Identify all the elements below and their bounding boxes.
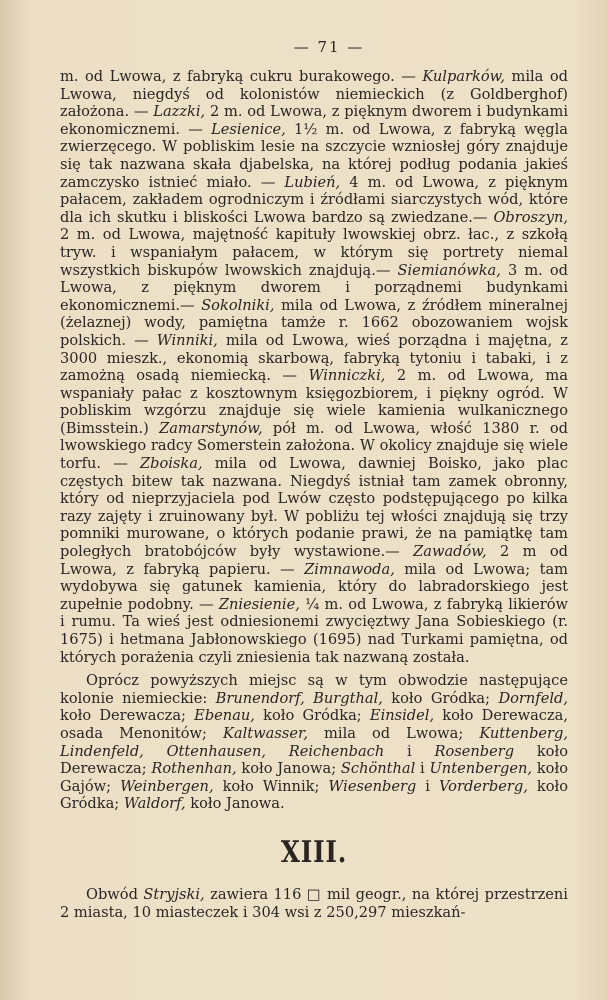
place-name: Weinbergen, bbox=[120, 777, 214, 795]
text-run: zawiera 116 □ mil geogr., na której przestrzeni 2 miasta, 10 miasteczek i 304 wsi z 250,297 mieszkań- bbox=[60, 885, 568, 921]
text-run: 3 m. od Lwowa, z pięknym dworem i porządnemi budynkami ekonomicznemi.— bbox=[60, 261, 568, 314]
place-name: Waldorf, bbox=[123, 795, 186, 813]
text-run: koło Gródka; bbox=[254, 707, 370, 725]
place-name: Zboiska, bbox=[140, 455, 203, 473]
text-run: Oprócz powyższych miejsc są w tym obwodzie następujące kolonie niemieckie: bbox=[60, 672, 568, 707]
text-run: koło Winnik; bbox=[213, 777, 329, 795]
text-run: ¼ m. od Lwowa, z fabryką likierów i rumu. Ta wieś jest odniesionemi zwycięztwy Jana Sobieskiego (r. 1675) i hetmana Jabłonowskiego (1695) nad Turkami pamiętna, od których porażenia czyli zniesienia tak nazwaną została. bbox=[60, 595, 568, 666]
place-name: Siemianówka, bbox=[397, 261, 501, 279]
text-run: 2 m od Lwowa, z fabryką papieru. — bbox=[60, 543, 568, 578]
place-name: Untenbergen, bbox=[429, 760, 533, 778]
text-run: koło Derewacza; bbox=[60, 707, 195, 725]
place-name: Lubień, bbox=[284, 173, 341, 191]
place-name: Einsidel, bbox=[369, 707, 435, 725]
place-name: Sokolniki, bbox=[201, 296, 275, 314]
text-run: mila od Lwowa; tam wydobywa się gatunek kamienia, który do labradorskiego jest zupełnie podobny. — bbox=[60, 560, 568, 613]
text-run: mila od Lwowa, z źródłem mineralnej (żelaznej) wody, pamiętna tamże r. 1662 obozowaniem wojsk polskich. — bbox=[60, 296, 568, 349]
place-name: Dornfeld, bbox=[498, 689, 568, 707]
paragraph-lwow-villages bbox=[60, 68, 568, 666]
text-run: Obwód bbox=[86, 885, 144, 903]
place-name: Lesienice, bbox=[211, 120, 286, 138]
place-name: Vorderberg, bbox=[438, 777, 528, 795]
place-name: Zniesienie, bbox=[218, 595, 300, 613]
place-name: Kaltwasser, bbox=[223, 724, 308, 742]
place-name: Brunendorf, Burgthal, bbox=[215, 689, 383, 707]
text-run: koło Derewacza, osada Menonitów; bbox=[60, 707, 568, 742]
text-run: i bbox=[384, 742, 435, 760]
place-name: Winniczki, bbox=[308, 367, 386, 385]
text-run: mila od Lwowa, wieś porządna i majętna, z 3000 mieszk., ekonomią skarbową, fabryką tytoniu i tabaki, i z zamożną osadą niemiecką. — bbox=[60, 331, 569, 385]
text-run: 2 m. od Lwowa, ma wspaniały pałac z kosztownym księgozbiorem, i piękny ogród. W pobliskim wzgórzu znajduje się wiele kamienia wulkanicznego (Bimsstein.) bbox=[60, 367, 568, 437]
text-run: koło Gródka; bbox=[382, 689, 499, 707]
place-name: Kuttenberg, Lindenfeld, Ottenhausen, Reichenbach bbox=[60, 724, 569, 760]
place-name: Wiesenberg bbox=[328, 777, 417, 795]
page-number: — 71 — bbox=[293, 38, 365, 56]
text-run: pół m. od Lwowa, włość 1380 r. od lwowskiego radcy Somerstein założona. W okolicy znajduje się wiele torfu. — bbox=[60, 419, 568, 473]
text-run: mila od Lwowa, niegdyś od kolonistów niemieckich (z Goldberghof) założona. — bbox=[60, 68, 568, 121]
place-name: Rothenhan, bbox=[151, 760, 237, 778]
text-run: 1½ m. od Lwowa, z fabryką węgla zwierzęcego. W pobliskim lesie na szczycie wzniosłej góry znajduje się tak nazwana skała djabelska, na której podług podania jakieś zamczysko istnieć miało. — bbox=[60, 120, 569, 191]
text-run: 4 m. od Lwowa, z pięknym pałacem, zakładem ogrodniczym i źródłami siarczystych wód, które dla ich skutku i bliskości Lwowa bardzo są zwiedzane.— bbox=[60, 173, 569, 226]
place-name: Winniki, bbox=[156, 331, 218, 349]
place-name: Zawadów, bbox=[413, 543, 487, 561]
text-run: koło Gajów; bbox=[60, 760, 568, 795]
place-name: Kulparków, bbox=[422, 68, 506, 85]
text-run: koło Derewacza; bbox=[60, 742, 568, 778]
text-run: koło Janowa. bbox=[185, 795, 285, 813]
place-name: Ebenau, bbox=[194, 707, 255, 725]
place-name: Schönthal bbox=[340, 760, 416, 778]
text-run: koło Janowa; bbox=[236, 760, 341, 778]
text-run: 2 m. od Lwowa, majętność kapituły lwowskiej obrz. łac., z szkołą tryw. i wspaniałym pałacem, w którym się portrety niemal wszystkich biskupów lwowskich znajdują.— bbox=[60, 226, 568, 279]
text-run: i bbox=[416, 777, 439, 795]
place-name: Rosenberg bbox=[434, 742, 515, 760]
paragraph-stryj-district bbox=[60, 886, 568, 921]
text-run: mila od Lwowa; bbox=[308, 724, 480, 742]
text-run: koło Gródka; bbox=[60, 777, 569, 813]
place-name: Obroszyn, bbox=[493, 208, 568, 226]
text-run: 2 m. od Lwowa, z pięknym dworem i budynkami ekonomicznemi. — bbox=[60, 103, 568, 138]
chapter-heading: XIII. bbox=[280, 834, 348, 870]
place-name: Lazzki, bbox=[153, 103, 206, 121]
place-name: Zamarstynów, bbox=[159, 419, 263, 437]
text-run: i bbox=[415, 760, 430, 778]
place-name: Zimnawoda, bbox=[304, 560, 395, 578]
text-run: mila od Lwowa, dawniej Boisko, jako plac częstych bitew tak nazwana. Niegdyś istniał tam zamek obronny, który od nieprzyjaciela pod Lwów często podstępującego po kilka razy zajęty i zruinowany był. W pobliżu tej włości znajdują się trzy pomniki murowane, o których podanie prawi, że na pamiątkę tam poległych bratobójców były wystawione.— bbox=[60, 455, 568, 561]
place-name: Stryjski, bbox=[143, 885, 205, 903]
paragraph-german-colonies bbox=[60, 672, 568, 813]
text-run: m. od Lwowa, z fabryką cukru burakowego. — bbox=[60, 68, 423, 85]
